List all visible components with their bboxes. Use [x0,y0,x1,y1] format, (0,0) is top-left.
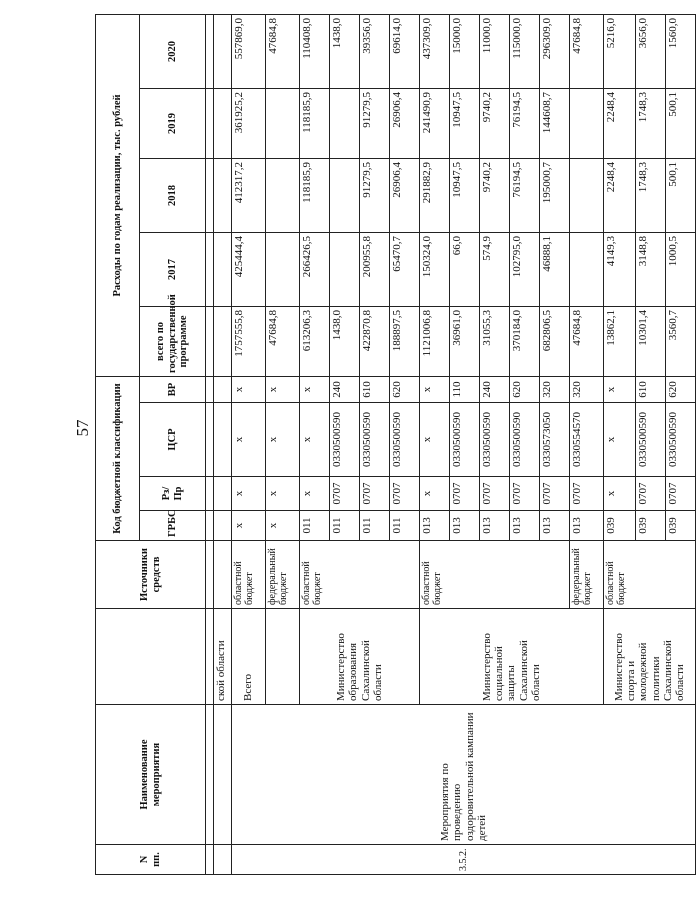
vr-cell: 110 [450,376,480,402]
y2019-cell: 91279,5 [360,88,390,158]
total-cell: 31055,3 [480,306,510,376]
responsible-cell: Всего [232,609,266,705]
y2017-cell [570,232,604,306]
csr-cell: 0330554570 [570,403,604,477]
continuation-text: ской области [214,609,232,705]
y2018-cell: 91279,5 [360,158,390,232]
grbs-cell: 013 [480,511,510,541]
total-cell: 47684,8 [570,306,604,376]
total-cell: 682806,5 [540,306,570,376]
y2018-cell: 412317,2 [232,158,266,232]
y2017-cell: 1000,5 [666,232,696,306]
y2018-cell: 1748,3 [636,158,666,232]
y2020-cell: 3656,0 [636,14,666,88]
y2020-cell: 5216,0 [604,14,636,88]
vr-cell: х [604,376,636,402]
y2018-cell [266,158,300,232]
y2017-cell: 574,9 [480,232,510,306]
grbs-cell: 011 [390,511,420,541]
grbs-cell: х [232,511,266,541]
csr-cell: х [232,403,266,477]
csr-cell: 0330573050 [540,403,570,477]
y2017-cell: 266426,5 [300,232,330,306]
col-name-header: Наименование мероприятия [96,705,206,845]
col-vr-header: ВР [140,376,206,402]
total-cell: 370184,0 [510,306,540,376]
rzpr-cell: 0707 [510,477,540,511]
col-csr-header: ЦСР [140,403,206,477]
y2019-cell: 1748,3 [636,88,666,158]
y2019-cell [266,88,300,158]
col-2020-header: 2020 [140,14,206,88]
col-rzpr-header: Рз/ Пр [140,477,206,511]
grbs-cell: 013 [570,511,604,541]
y2019-cell: 500,1 [666,88,696,158]
y2017-cell: 150324,0 [420,232,450,306]
col-num-header: N пп. [96,845,206,875]
grbs-cell: 013 [450,511,480,541]
measure-name: Мероприятия по проведению оздоровительной кампании детей [232,705,696,845]
y2018-cell: 26906,4 [390,158,420,232]
y2020-cell: 1438,0 [330,14,360,88]
col-2017-header: 2017 [140,232,206,306]
rzpr-cell: 0707 [360,477,390,511]
y2019-cell: 144608,7 [540,88,570,158]
rotated-table-frame [95,15,687,875]
grbs-cell: 013 [510,511,540,541]
y2018-cell: 9740,2 [480,158,510,232]
vr-cell: 610 [636,376,666,402]
total-cell: 1121006,8 [420,306,450,376]
y2017-cell: 200955,8 [360,232,390,306]
y2020-cell: 39356,0 [360,14,390,88]
y2019-cell [570,88,604,158]
header-row-1 [96,14,140,874]
col-budget-code-header: Код бюджетной классификации [96,376,140,540]
total-cell: 422870,8 [360,306,390,376]
y2018-cell: 500,1 [666,158,696,232]
responsible-cell: Министерство социальной защиты Сахалинской области [420,609,604,705]
y2018-cell: 195000,7 [540,158,570,232]
total-cell: 47684,8 [266,306,300,376]
source-cell: областной бюджет [604,541,696,609]
vr-cell: х [420,376,450,402]
col-total-header: всего по государственной программе [140,306,206,376]
vr-cell: 240 [480,376,510,402]
y2018-cell: 10947,5 [450,158,480,232]
page-number: 57 [73,419,92,437]
y2017-cell: 66,0 [450,232,480,306]
total-cell: 36961,0 [450,306,480,376]
table-row [232,14,266,874]
csr-cell: 0330500590 [450,403,480,477]
grbs-cell: 011 [330,511,360,541]
csr-cell: х [420,403,450,477]
responsible-cell: Министерство спорта и молодежной политики Сахалинской области [604,609,696,705]
y2017-cell: 425444,4 [232,232,266,306]
y2020-cell: 47684,8 [570,14,604,88]
csr-cell: 0330500590 [390,403,420,477]
rzpr-cell: 0707 [390,477,420,511]
y2018-cell: 76194,5 [510,158,540,232]
grbs-cell: 011 [300,511,330,541]
y2019-cell: 10947,5 [450,88,480,158]
total-cell: 10301,4 [636,306,666,376]
total-cell: 13862,1 [604,306,636,376]
rzpr-cell: х [300,477,330,511]
col-expenses-header: Расходы по годам реализации, тыс. рублей [96,14,140,376]
y2019-cell: 241490,9 [420,88,450,158]
rzpr-cell: х [232,477,266,511]
vr-cell: 620 [666,376,696,402]
csr-cell: 0330500590 [480,403,510,477]
total-cell: 1438,0 [330,306,360,376]
measure-number: 3.5.2. [232,845,696,875]
rzpr-cell: х [420,477,450,511]
csr-cell: х [300,403,330,477]
y2017-cell [330,232,360,306]
y2020-cell: 437309,0 [420,14,450,88]
y2017-cell: 65470,7 [390,232,420,306]
rzpr-cell: 0707 [666,477,696,511]
source-cell: федеральный бюджет [266,541,300,609]
grbs-cell: х [266,511,300,541]
y2020-cell: 296309,0 [540,14,570,88]
y2020-cell: 47684,8 [266,14,300,88]
csr-cell: 0330500590 [666,403,696,477]
y2019-cell: 118185,9 [300,88,330,158]
responsible-cell [266,609,300,705]
y2017-cell: 46888,1 [540,232,570,306]
csr-cell: х [266,403,300,477]
vr-cell: 610 [360,376,390,402]
vr-cell: 320 [540,376,570,402]
vr-cell: 620 [390,376,420,402]
csr-cell: 0330500590 [330,403,360,477]
y2019-cell: 9740,2 [480,88,510,158]
continuation-row [214,14,232,874]
y2020-cell: 15000,0 [450,14,480,88]
y2018-cell [570,158,604,232]
y2020-cell: 557869,0 [232,14,266,88]
total-cell: 1757555,8 [232,306,266,376]
csr-cell: 0330500590 [636,403,666,477]
y2019-cell: 26906,4 [390,88,420,158]
col-grbs-header: ГРБС [140,511,206,541]
vr-cell: 620 [510,376,540,402]
col-2018-header: 2018 [140,158,206,232]
y2018-cell [330,158,360,232]
source-cell: областной бюджет [300,541,420,609]
grbs-cell: 013 [540,511,570,541]
grbs-cell: 039 [604,511,636,541]
vr-cell: х [300,376,330,402]
csr-cell: 0330500590 [510,403,540,477]
spacer-row [206,14,214,874]
col-source-header: Источники средств [96,541,206,609]
y2017-cell: 3148,8 [636,232,666,306]
y2019-cell: 76194,5 [510,88,540,158]
source-cell: федеральный бюджет [570,541,604,609]
grbs-cell: 013 [420,511,450,541]
y2019-cell [330,88,360,158]
y2019-cell: 2248,4 [604,88,636,158]
rzpr-cell: 0707 [450,477,480,511]
csr-cell: х [604,403,636,477]
responsible-cell: Министерство образования Сахалинской области [300,609,420,705]
vr-cell: х [232,376,266,402]
total-cell: 613206,3 [300,306,330,376]
grbs-cell: 011 [360,511,390,541]
total-cell: 3560,7 [666,306,696,376]
vr-cell: 320 [570,376,604,402]
rzpr-cell: 0707 [540,477,570,511]
y2017-cell [266,232,300,306]
y2018-cell: 118185,9 [300,158,330,232]
csr-cell: 0330500590 [360,403,390,477]
vr-cell: х [266,376,300,402]
total-cell: 188897,5 [390,306,420,376]
col-2019-header: 2019 [140,88,206,158]
grbs-cell: 039 [666,511,696,541]
rzpr-cell: 0707 [570,477,604,511]
y2019-cell: 361925,2 [232,88,266,158]
rzpr-cell: х [604,477,636,511]
rzpr-cell: 0707 [330,477,360,511]
rzpr-cell: 0707 [636,477,666,511]
vr-cell: 240 [330,376,360,402]
y2018-cell: 2248,4 [604,158,636,232]
col-responsible-header [96,609,206,705]
y2020-cell: 115000,0 [510,14,540,88]
y2018-cell: 291882,9 [420,158,450,232]
source-cell: областной бюджет [232,541,266,609]
rzpr-cell: 0707 [480,477,510,511]
y2017-cell: 4149,3 [604,232,636,306]
y2020-cell: 110408,0 [300,14,330,88]
y2017-cell: 102795,0 [510,232,540,306]
y2020-cell: 1560,0 [666,14,696,88]
rzpr-cell: х [266,477,300,511]
y2020-cell: 11000,0 [480,14,510,88]
grbs-cell: 039 [636,511,666,541]
y2020-cell: 69614,0 [390,14,420,88]
budget-table [95,14,696,875]
source-cell: областной бюджет [420,541,570,609]
